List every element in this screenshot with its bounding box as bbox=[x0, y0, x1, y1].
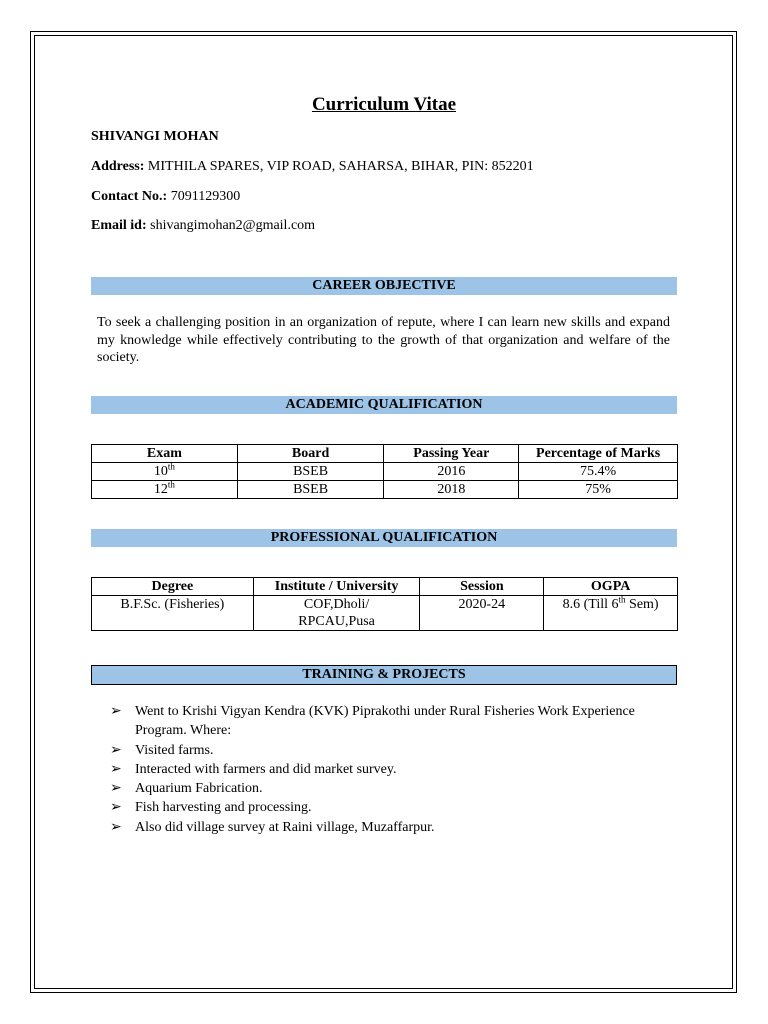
professional-heading: PROFESSIONAL QUALIFICATION bbox=[91, 529, 677, 547]
professional-header-row bbox=[92, 578, 678, 596]
arrow-bullet-icon: ➢ bbox=[110, 819, 122, 835]
academic-col-marks: Percentage of Marks bbox=[519, 445, 678, 463]
year-cell: 2016 bbox=[384, 463, 519, 481]
academic-col-year: Passing Year bbox=[384, 445, 519, 463]
academic-table bbox=[91, 444, 678, 499]
candidate-name: SHIVANGI MOHAN bbox=[91, 129, 219, 144]
arrow-bullet-icon: ➢ bbox=[110, 742, 122, 758]
table-row bbox=[92, 463, 678, 481]
list-item: ➢ Went to Krishi Vigyan Kendra (KVK) Piprakothi under Rural Fisheries Work Experience Program. Where: bbox=[110, 704, 635, 739]
arrow-bullet-icon: ➢ bbox=[110, 800, 122, 816]
address-label: Address: bbox=[91, 159, 145, 174]
professional-col-institute: Institute / University bbox=[253, 578, 420, 596]
professional-table bbox=[91, 577, 678, 631]
email-value: shivangimohan2@gmail.com bbox=[150, 218, 316, 233]
academic-heading: ACADEMIC QUALIFICATION bbox=[91, 396, 677, 414]
contact-value: 7091129300 bbox=[170, 189, 241, 204]
list-item: ➢ Interacted with farmers and did market survey. bbox=[110, 760, 680, 779]
address-value: MITHILA SPARES, VIP ROAD, SAHARSA, BIHAR, PIN: 852201 bbox=[147, 159, 534, 174]
training-list bbox=[110, 702, 680, 837]
contact-label: Contact No.: bbox=[91, 189, 168, 204]
professional-col-degree: Degree bbox=[92, 578, 254, 596]
list-item: ➢ Aquarium Fabrication. bbox=[110, 779, 680, 798]
table-row bbox=[92, 596, 678, 631]
academic-header-row bbox=[92, 445, 678, 463]
page-border-inner bbox=[34, 35, 733, 989]
board-cell: BSEB bbox=[237, 463, 384, 481]
arrow-bullet-icon: ➢ bbox=[110, 781, 122, 797]
training-heading: TRAINING & PROJECTS bbox=[91, 665, 677, 685]
list-item: ➢ Visited farms. bbox=[110, 741, 680, 760]
year-cell: 2018 bbox=[384, 481, 519, 499]
address-line bbox=[91, 159, 534, 175]
academic-col-board: Board bbox=[237, 445, 384, 463]
email-line bbox=[91, 218, 315, 234]
career-objective-heading: CAREER OBJECTIVE bbox=[91, 277, 677, 295]
exam-cell: 10th bbox=[92, 463, 238, 481]
session-cell: 2020-24 bbox=[420, 596, 544, 631]
professional-col-session: Session bbox=[420, 578, 544, 596]
professional-col-ogpa: OGPA bbox=[544, 578, 678, 596]
career-objective-text: To seek a challenging position in an organization of repute, where I can learn new skills and expand my knowledge while effectively contributing to the growth of that organization and welfare of the society. bbox=[97, 315, 670, 365]
exam-cell: 12th bbox=[92, 481, 238, 499]
table-row bbox=[92, 481, 678, 499]
ogpa-cell: 8.6 (Till 6th Sem) bbox=[544, 596, 678, 631]
list-item: ➢ Also did village survey at Raini village, Muzaffarpur. bbox=[110, 818, 680, 837]
arrow-bullet-icon: ➢ bbox=[110, 704, 122, 719]
contact-line bbox=[91, 189, 240, 205]
arrow-bullet-icon: ➢ bbox=[110, 761, 122, 777]
marks-cell: 75% bbox=[519, 481, 678, 499]
degree-cell: B.F.Sc. (Fisheries) bbox=[92, 596, 254, 631]
institute-cell: COF,Dholi/ RPCAU,Pusa bbox=[253, 596, 420, 631]
document-title: Curriculum Vitae bbox=[311, 94, 457, 115]
marks-cell: 75.4% bbox=[519, 463, 678, 481]
email-label: Email id: bbox=[91, 218, 147, 233]
academic-col-exam: Exam bbox=[92, 445, 238, 463]
board-cell: BSEB bbox=[237, 481, 384, 499]
list-item: ➢ Fish harvesting and processing. bbox=[110, 798, 680, 817]
